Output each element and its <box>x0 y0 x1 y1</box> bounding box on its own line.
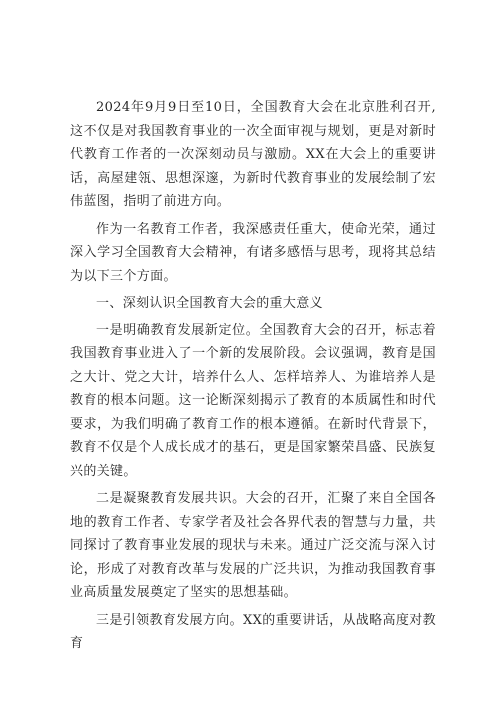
point-one-paragraph: 一是明确教育发展新定位。全国教育大会的召开，标志着我国教育事业进入了一个新的发展阶段。会议强调，教育是国之大计、党之大计，培养什么人、怎样培养人、为谁培养人是教育的根本问题。这一论断深刻揭示了教育的本质属性和时代要求，为我们明确了教育工作的根本遵循。在新时代背景下，教育不仅是个人成长成才的基石，更是国家繁荣昌盛、民族复兴的关键。 <box>70 322 436 479</box>
section-heading: 一、深刻认识全国教育大会的重大意义 <box>96 296 323 311</box>
summary-paragraph: 作为一名教育工作者，我深感责任重大，使命光荣，通过深入学习全国教育大会精神，有诸多感悟与思考，现将其总结为以下三个方面。 <box>70 221 436 284</box>
document-body <box>70 96 436 660</box>
point-two-paragraph: 二是凝聚教育发展共识。大会的召开，汇聚了来自全国各地的教育工作者、专家学者及社会各界代表的智慧与力量，共同探讨了教育事业发展的现状与未来。通过广泛交流与深入讨论，形成了对教育改革与发展的广泛共识，为推动我国教育事业高质量发展奠定了坚实的思想基础。 <box>70 491 436 600</box>
intro-paragraph: 2024年9月9日至10日，全国教育大会在北京胜利召开,这不仅是对我国教育事业的一次全面审视与规划，更是对新时代教育工作者的一次深刻动员与激励。XX在大会上的重要讲话，高屋建瓴、思想深邃，为新时代教育事业的发展绘制了宏伟蓝图，指明了前进方向。 <box>70 100 436 209</box>
point-three-paragraph: 三是引领教育发展方向。XX的重要讲话，从战略高度对教育 <box>70 612 436 651</box>
